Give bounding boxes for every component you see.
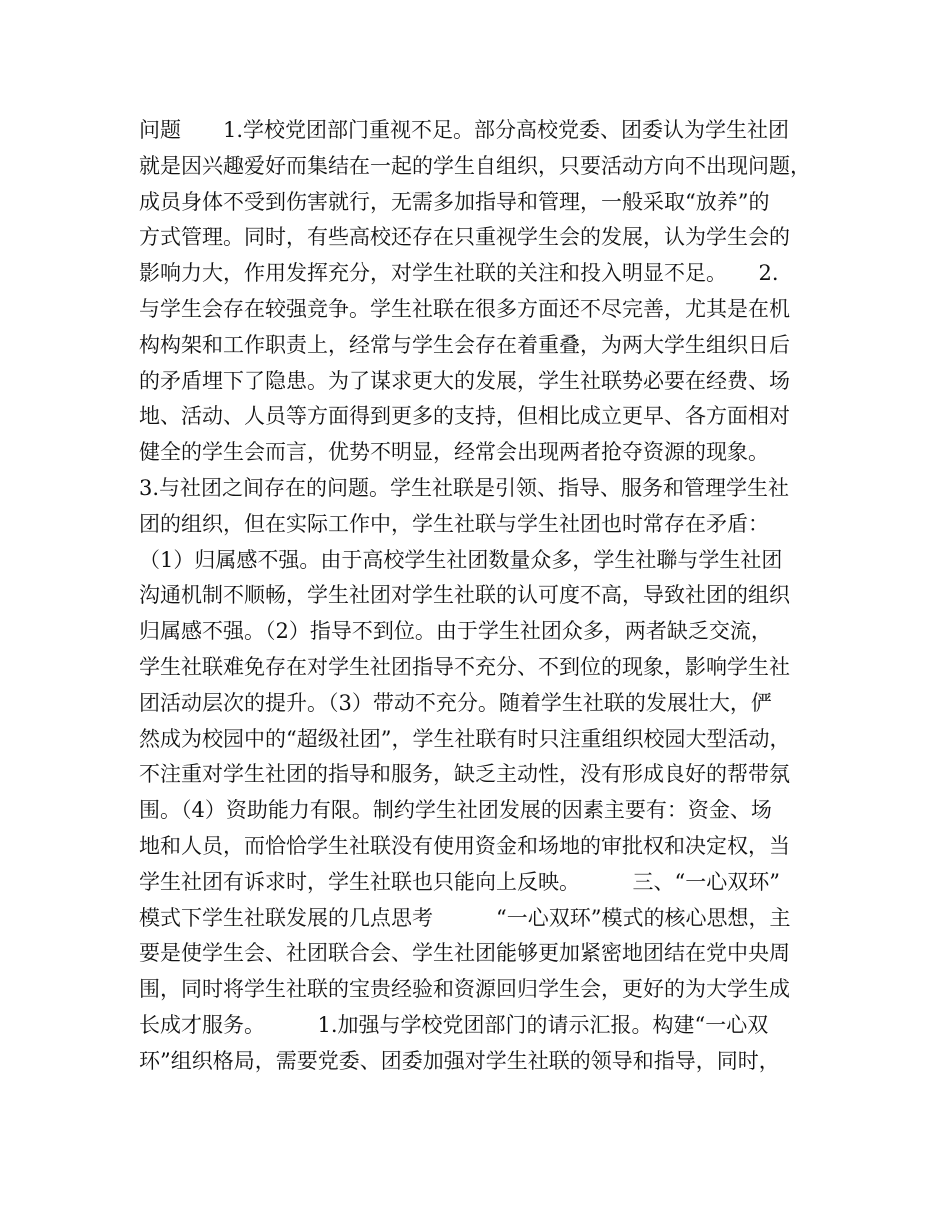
text-line: 就是因兴趣爱好而集结在一起的学生自组织，只要活动方向不出现问题， [139, 153, 811, 178]
text-line: 构构架和工作职责上，经常与学生会存在着重叠，为两大学生组织日后 [139, 332, 790, 357]
text-line: 然成为校园中的“超级社团”，学生社联有时只注重组织校园大型活动， [139, 726, 791, 751]
text-line: 模式下学生社联发展的几点思考 “一心双环”模式的核心思想，主 [139, 905, 791, 930]
text-line: 成员身体不受到伤害就行，无需多加指导和管理，一般采取“放养”的 [139, 189, 770, 214]
text-line: 沟通机制不顺畅，学生社团对学生社联的认可度不高，导致社团的组织 [139, 583, 790, 608]
text-line: 健全的学生会而言，优势不明显，经常会出现两者抢夺资源的现象。 [139, 440, 769, 465]
text-line: 地、活动、人员等方面得到更多的支持，但相比成立更早、各方面相对 [139, 404, 790, 429]
text-line: 归属感不强。（2）指导不到位。由于学生社团众多，两者缺乏交流， [139, 619, 772, 644]
text-line: 与学生会存在较强竞争。学生社联在很多方面还不尽完善，尤其是在机 [139, 296, 790, 321]
text-line: 不注重对学生社团的指导和服务，缺乏主动性，没有形成良好的帮带氛 [139, 762, 790, 787]
text-line: 地和人员，而恰恰学生社联没有使用资金和场地的审批权和决定权，当 [139, 833, 790, 858]
text-line: 长成才服务。 1.加强与学校党团部门的请示汇报。构建“一心双 [139, 1012, 769, 1037]
text-line: 学生社联难免存在对学生社团指导不充分、不到位的现象，影响学生社 [139, 654, 790, 679]
text-line: 学生社团有诉求时，学生社联也只能向上反映。 三、“一心双环” [139, 869, 780, 894]
text-line: 3.与社团之间存在的问题。学生社联是引领、指导、服务和管理学生社 [139, 475, 790, 500]
text-line: 围，同时将学生社联的宝贵经验和资源回归学生会，更好的为大学生成 [139, 977, 790, 1002]
body-text [139, 113, 829, 1080]
text-line: 影响力大，作用发挥充分，对学生社联的关注和投入明显不足。 2. [139, 261, 779, 286]
text-line: 方式管理。同时，有些高校还存在只重视学生会的发展，认为学生会的 [139, 225, 790, 250]
text-line: 团活动层次的提升。（3）带动不充分。随着学生社联的发展壮大，俨 [139, 690, 772, 715]
text-line: 围。（4）资助能力有限。制约学生社团发展的因素主要有：资金、场 [139, 798, 772, 823]
text-line: 团的组织，但在实际工作中，学生社联与学生社团也时常存在矛盾： [139, 511, 769, 536]
text-line: 的矛盾埋下了隐患。为了谋求更大的发展，学生社联势必要在经费、场 [139, 368, 790, 393]
text-line: 环”组织格局，需要党委、团委加强对学生社联的领导和指导，同时， [139, 1048, 780, 1073]
text-line: （1）归属感不强。由于高校学生社团数量众多，学生社聯与学生社团 [139, 547, 783, 572]
text-line: 要是使学生会、社团联合会、学生社团能够更加紧密地团结在党中央周 [139, 941, 790, 966]
text-line: 问题 1.学校党团部门重视不足。部分高校党委、团委认为学生社团 [139, 118, 790, 142]
